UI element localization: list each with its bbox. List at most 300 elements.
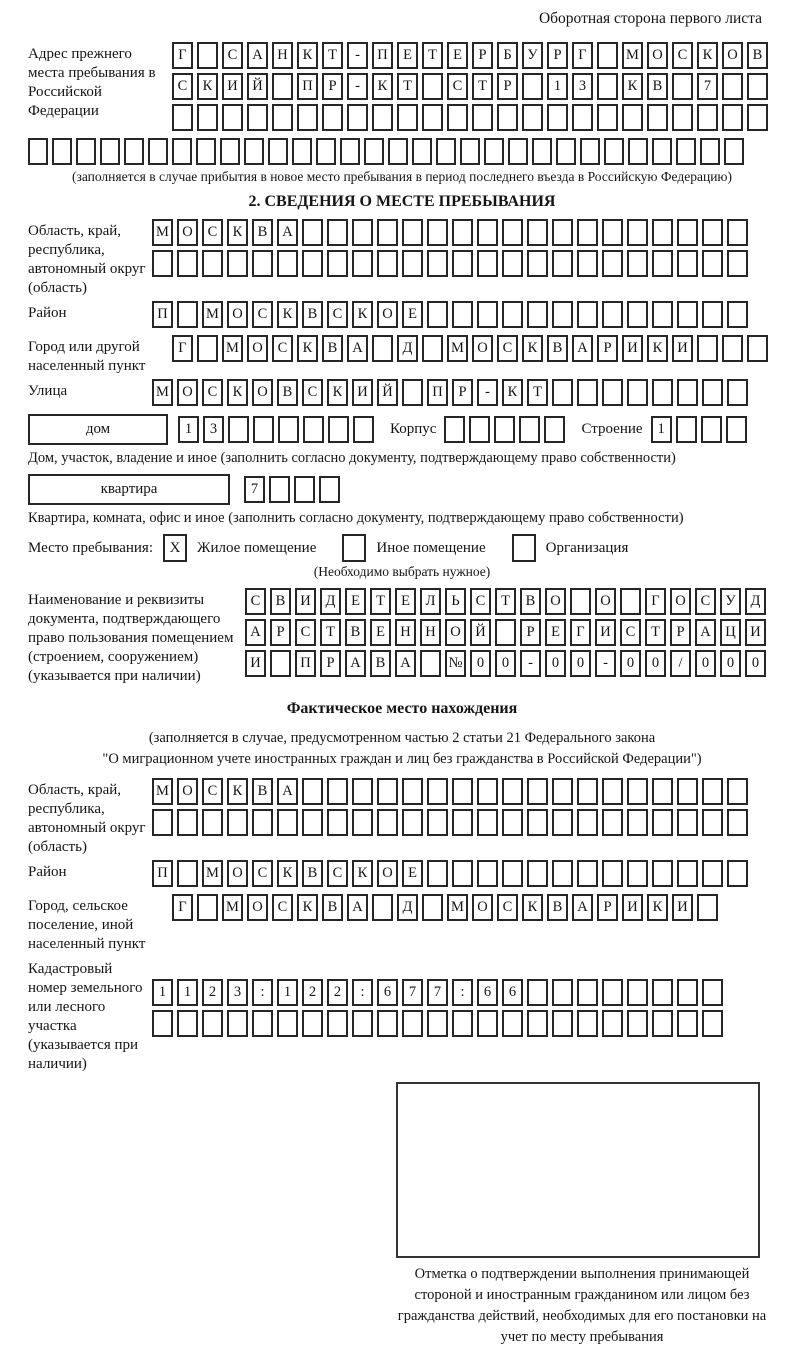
char-cell <box>722 335 743 362</box>
char-cell <box>297 104 318 131</box>
char-cell: Т <box>472 73 493 100</box>
char-cell <box>402 379 423 406</box>
char-cell <box>402 809 423 836</box>
char-cell: К <box>277 301 298 328</box>
char-cell <box>316 138 336 165</box>
char-cell <box>602 250 623 277</box>
char-cell <box>477 219 498 246</box>
char-cell: О <box>377 301 398 328</box>
char-cell <box>269 476 290 503</box>
char-cell <box>622 104 643 131</box>
char-cell: А <box>247 42 268 69</box>
char-cell: Д <box>397 894 418 921</box>
char-cell <box>427 219 448 246</box>
char-cell: Т <box>322 42 343 69</box>
char-cell: А <box>572 335 593 362</box>
char-cell: К <box>522 335 543 362</box>
char-cell: 0 <box>470 650 491 677</box>
char-cell <box>422 894 443 921</box>
char-cell <box>197 335 218 362</box>
checkbox-organizatsiya <box>512 534 536 562</box>
char-cell <box>177 860 198 887</box>
opt-inoe-label: Иное помещение <box>376 539 486 556</box>
char-cell: - <box>520 650 541 677</box>
char-cell <box>452 1010 473 1037</box>
kadastr-row-2 <box>152 1010 723 1037</box>
char-cell: Т <box>320 619 341 646</box>
korpus-boxes <box>444 416 565 443</box>
char-cell <box>277 809 298 836</box>
char-cell: : <box>452 979 473 1006</box>
char-cell <box>477 809 498 836</box>
char-cell <box>652 778 673 805</box>
char-cell <box>353 416 374 443</box>
char-cell <box>702 979 723 1006</box>
char-cell: М <box>152 379 173 406</box>
char-cell <box>377 250 398 277</box>
char-cell <box>452 860 473 887</box>
char-cell: О <box>252 379 273 406</box>
char-cell: А <box>695 619 716 646</box>
char-cell: К <box>352 860 373 887</box>
fact-raion-row <box>152 860 748 887</box>
char-cell <box>552 979 573 1006</box>
char-cell <box>677 860 698 887</box>
char-cell: В <box>547 335 568 362</box>
char-cell <box>747 73 768 100</box>
char-cell <box>494 416 515 443</box>
char-cell: Т <box>422 42 443 69</box>
char-cell: И <box>222 73 243 100</box>
char-cell <box>477 860 498 887</box>
char-cell <box>727 860 748 887</box>
char-cell <box>152 809 173 836</box>
checkbox-inoe <box>342 534 366 562</box>
char-cell: К <box>227 379 248 406</box>
char-cell <box>527 301 548 328</box>
prev-address-boxes <box>172 42 768 135</box>
char-cell <box>602 301 623 328</box>
char-cell <box>197 104 218 131</box>
fact-location-title: Фактическое место нахождения <box>286 700 518 717</box>
char-cell <box>495 619 516 646</box>
char-cell: 0 <box>570 650 591 677</box>
char-cell <box>377 778 398 805</box>
char-cell <box>268 138 288 165</box>
char-cell <box>580 138 600 165</box>
char-cell: С <box>202 379 223 406</box>
char-cell <box>502 250 523 277</box>
char-cell <box>522 73 543 100</box>
char-cell <box>727 301 748 328</box>
char-cell <box>652 1010 673 1037</box>
char-cell <box>302 809 323 836</box>
char-cell: - <box>347 73 368 100</box>
char-cell <box>627 219 648 246</box>
char-cell <box>697 894 718 921</box>
char-cell: О <box>247 335 268 362</box>
char-cell <box>697 104 718 131</box>
char-cell: А <box>347 335 368 362</box>
char-cell <box>547 104 568 131</box>
char-cell <box>427 1010 448 1037</box>
fact-raion-field <box>28 860 776 891</box>
char-cell: Р <box>547 42 568 69</box>
char-cell: Н <box>395 619 416 646</box>
char-cell <box>372 335 393 362</box>
char-cell <box>477 778 498 805</box>
place-type-label: Место пребывания: <box>28 539 153 556</box>
char-cell: К <box>502 379 523 406</box>
char-cell <box>427 250 448 277</box>
char-cell <box>519 416 540 443</box>
char-cell <box>747 104 768 131</box>
char-cell: С <box>222 42 243 69</box>
char-cell: Р <box>497 73 518 100</box>
char-cell <box>527 809 548 836</box>
prev-address-note: (заполняется в случае прибытия в новое место пребывания в период последнего въезда в Российскую Федерацию) <box>71 169 733 184</box>
char-cell <box>702 301 723 328</box>
char-cell <box>627 301 648 328</box>
char-cell: И <box>622 894 643 921</box>
char-cell <box>722 104 743 131</box>
char-cell <box>319 476 340 503</box>
char-cell <box>452 809 473 836</box>
char-cell <box>677 301 698 328</box>
char-cell <box>652 250 673 277</box>
char-cell: О <box>227 301 248 328</box>
char-cell: М <box>622 42 643 69</box>
char-cell: О <box>227 860 248 887</box>
char-cell <box>124 138 144 165</box>
char-cell <box>602 379 623 406</box>
char-cell: П <box>152 301 173 328</box>
fact-oblast-boxes <box>152 778 748 840</box>
char-cell <box>397 104 418 131</box>
char-cell: Н <box>272 42 293 69</box>
char-cell <box>427 301 448 328</box>
char-cell: 2 <box>302 979 323 1006</box>
kadastr-boxes <box>152 957 723 1041</box>
char-cell: А <box>395 650 416 677</box>
char-cell: Е <box>397 42 418 69</box>
char-cell: Т <box>527 379 548 406</box>
char-cell <box>303 416 324 443</box>
char-cell: С <box>202 219 223 246</box>
char-cell <box>577 979 598 1006</box>
char-cell <box>527 1010 548 1037</box>
char-cell <box>677 979 698 1006</box>
char-cell <box>502 809 523 836</box>
char-cell: / <box>670 650 691 677</box>
gorod-field <box>28 335 776 376</box>
char-cell <box>327 250 348 277</box>
char-cell <box>652 379 673 406</box>
char-cell <box>697 335 718 362</box>
char-cell <box>522 104 543 131</box>
opt-zhiloe-label: Жилое помещение <box>197 539 317 556</box>
char-cell: Й <box>470 619 491 646</box>
char-cell: В <box>302 301 323 328</box>
char-cell <box>577 860 598 887</box>
char-cell <box>277 1010 298 1037</box>
char-cell: Т <box>645 619 666 646</box>
char-cell <box>352 250 373 277</box>
char-cell: Р <box>472 42 493 69</box>
char-cell: С <box>272 335 293 362</box>
char-cell: С <box>470 588 491 615</box>
char-cell: М <box>222 894 243 921</box>
char-cell <box>672 104 693 131</box>
char-cell <box>477 301 498 328</box>
char-cell <box>447 104 468 131</box>
char-cell <box>552 301 573 328</box>
char-cell <box>278 416 299 443</box>
char-cell: О <box>647 42 668 69</box>
char-cell <box>647 104 668 131</box>
char-cell <box>652 301 673 328</box>
char-cell: П <box>295 650 316 677</box>
char-cell: 1 <box>651 416 672 443</box>
char-cell: С <box>497 894 518 921</box>
char-cell: Г <box>570 619 591 646</box>
char-cell <box>322 104 343 131</box>
char-cell <box>76 138 96 165</box>
char-cell <box>544 416 565 443</box>
char-cell <box>372 104 393 131</box>
char-cell: О <box>670 588 691 615</box>
char-cell <box>422 73 443 100</box>
ulitsa-field <box>28 379 776 410</box>
char-cell: У <box>522 42 543 69</box>
char-cell <box>452 250 473 277</box>
gorod-row <box>172 335 768 362</box>
char-cell <box>747 335 768 362</box>
char-cell: С <box>245 588 266 615</box>
char-cell: И <box>595 619 616 646</box>
char-cell: Е <box>395 588 416 615</box>
kvartira-label-box: квартира <box>28 474 230 505</box>
char-cell <box>377 1010 398 1037</box>
char-cell: Г <box>172 894 193 921</box>
char-cell: М <box>152 219 173 246</box>
char-cell: В <box>252 219 273 246</box>
char-cell <box>602 219 623 246</box>
char-cell <box>177 809 198 836</box>
char-cell: Й <box>377 379 398 406</box>
char-cell <box>532 138 552 165</box>
char-cell <box>627 778 648 805</box>
char-cell <box>420 650 441 677</box>
char-cell <box>477 1010 498 1037</box>
char-cell <box>577 809 598 836</box>
char-cell: Н <box>420 619 441 646</box>
char-cell <box>327 778 348 805</box>
document-row-1 <box>245 588 766 615</box>
char-cell: К <box>352 301 373 328</box>
char-cell: М <box>202 860 223 887</box>
char-cell <box>402 250 423 277</box>
char-cell: С <box>272 894 293 921</box>
char-cell: Г <box>645 588 666 615</box>
char-cell <box>677 1010 698 1037</box>
char-cell <box>452 219 473 246</box>
char-cell <box>377 219 398 246</box>
char-cell <box>527 778 548 805</box>
char-cell: К <box>227 778 248 805</box>
char-cell <box>270 650 291 677</box>
place-type-note: (Необходимо выбрать нужное) <box>313 564 491 579</box>
char-cell: С <box>497 335 518 362</box>
char-cell: Р <box>670 619 691 646</box>
char-cell: Ь <box>445 588 466 615</box>
char-cell: О <box>722 42 743 69</box>
char-cell: А <box>345 650 366 677</box>
char-cell <box>597 73 618 100</box>
char-cell: 3 <box>203 416 224 443</box>
char-cell: К <box>647 894 668 921</box>
char-cell: - <box>595 650 616 677</box>
char-cell: М <box>222 335 243 362</box>
char-cell: К <box>197 73 218 100</box>
stamp-caption: Отметка о подтверждении выполнения принимающей стороной и иностранным гражданином или лицом без гражданства действий, необходимых для его постановки на учет по месту пребывания <box>397 1266 767 1345</box>
char-cell: Й <box>247 73 268 100</box>
char-cell: - <box>477 379 498 406</box>
char-cell <box>627 250 648 277</box>
oblast-boxes <box>152 219 748 281</box>
char-cell: Е <box>345 588 366 615</box>
char-cell: С <box>295 619 316 646</box>
dom-number-boxes <box>178 416 374 443</box>
char-cell <box>677 379 698 406</box>
char-cell: О <box>595 588 616 615</box>
char-cell <box>172 138 192 165</box>
raion-row <box>152 301 748 328</box>
fact-note-line-1: (заполняется в случае, предусмотренном частью 2 статьи 21 Федерального закона <box>148 730 656 746</box>
char-cell <box>412 138 432 165</box>
char-cell: В <box>277 379 298 406</box>
char-cell <box>677 809 698 836</box>
char-cell: К <box>297 894 318 921</box>
char-cell <box>577 379 598 406</box>
char-cell <box>570 588 591 615</box>
char-cell <box>727 250 748 277</box>
dom-label-box: дом <box>28 414 168 445</box>
char-cell <box>552 860 573 887</box>
fact-oblast-row-1 <box>152 778 748 805</box>
char-cell: В <box>547 894 568 921</box>
char-cell <box>422 104 443 131</box>
char-cell: 7 <box>244 476 265 503</box>
document-row-2 <box>245 619 766 646</box>
char-cell <box>702 860 723 887</box>
stamp-section <box>396 1082 768 1348</box>
char-cell <box>527 219 548 246</box>
char-cell: С <box>447 73 468 100</box>
char-cell: Е <box>545 619 566 646</box>
char-cell <box>227 809 248 836</box>
char-cell <box>100 138 120 165</box>
char-cell: Ц <box>720 619 741 646</box>
char-cell: П <box>297 73 318 100</box>
char-cell: 0 <box>745 650 766 677</box>
char-cell <box>327 219 348 246</box>
char-cell: 1 <box>152 979 173 1006</box>
char-cell: Е <box>447 42 468 69</box>
char-cell <box>152 250 173 277</box>
char-cell: К <box>697 42 718 69</box>
char-cell <box>724 138 744 165</box>
char-cell: В <box>252 778 273 805</box>
char-cell <box>597 42 618 69</box>
char-cell <box>502 860 523 887</box>
document-field <box>28 588 776 686</box>
char-cell: О <box>545 588 566 615</box>
char-cell: В <box>345 619 366 646</box>
fact-gorod-label: Город, сельское поселение, иной населенный пункт <box>28 898 146 952</box>
char-cell <box>294 476 315 503</box>
char-cell: М <box>152 778 173 805</box>
char-cell <box>628 138 648 165</box>
char-cell <box>620 588 641 615</box>
char-cell <box>502 1010 523 1037</box>
char-cell: 7 <box>402 979 423 1006</box>
gorod-label: Город или другой населенный пункт <box>28 339 146 374</box>
char-cell: 7 <box>427 979 448 1006</box>
char-cell: - <box>347 42 368 69</box>
char-cell: Р <box>520 619 541 646</box>
char-cell: О <box>177 379 198 406</box>
fact-note-line-2: "О миграционном учете иностранных граждан и лиц без гражданства в Российской Федерации") <box>102 751 702 767</box>
fact-raion-label: Район <box>28 864 67 880</box>
char-cell: И <box>352 379 373 406</box>
char-cell <box>220 138 240 165</box>
char-cell: М <box>447 335 468 362</box>
char-cell <box>227 250 248 277</box>
char-cell: С <box>327 301 348 328</box>
char-cell <box>302 250 323 277</box>
fact-oblast-field <box>28 778 776 857</box>
char-cell <box>577 778 598 805</box>
char-cell <box>652 979 673 1006</box>
ulitsa-label: Улица <box>28 383 68 399</box>
char-cell <box>602 860 623 887</box>
char-cell <box>328 416 349 443</box>
char-cell: 6 <box>377 979 398 1006</box>
char-cell <box>552 379 573 406</box>
char-cell <box>701 416 722 443</box>
char-cell <box>572 104 593 131</box>
char-cell <box>602 809 623 836</box>
char-cell: В <box>322 335 343 362</box>
char-cell: Д <box>745 588 766 615</box>
char-cell <box>377 809 398 836</box>
char-cell: Т <box>397 73 418 100</box>
char-cell <box>469 416 490 443</box>
char-cell: Р <box>322 73 343 100</box>
char-cell: С <box>620 619 641 646</box>
char-cell: 0 <box>695 650 716 677</box>
char-cell <box>327 809 348 836</box>
char-cell <box>388 138 408 165</box>
stroenie-label: Строение <box>581 421 643 437</box>
char-cell: П <box>152 860 173 887</box>
char-cell: С <box>172 73 193 100</box>
char-cell <box>352 809 373 836</box>
oblast-field <box>28 219 776 298</box>
char-cell <box>28 138 48 165</box>
char-cell <box>202 1010 223 1037</box>
